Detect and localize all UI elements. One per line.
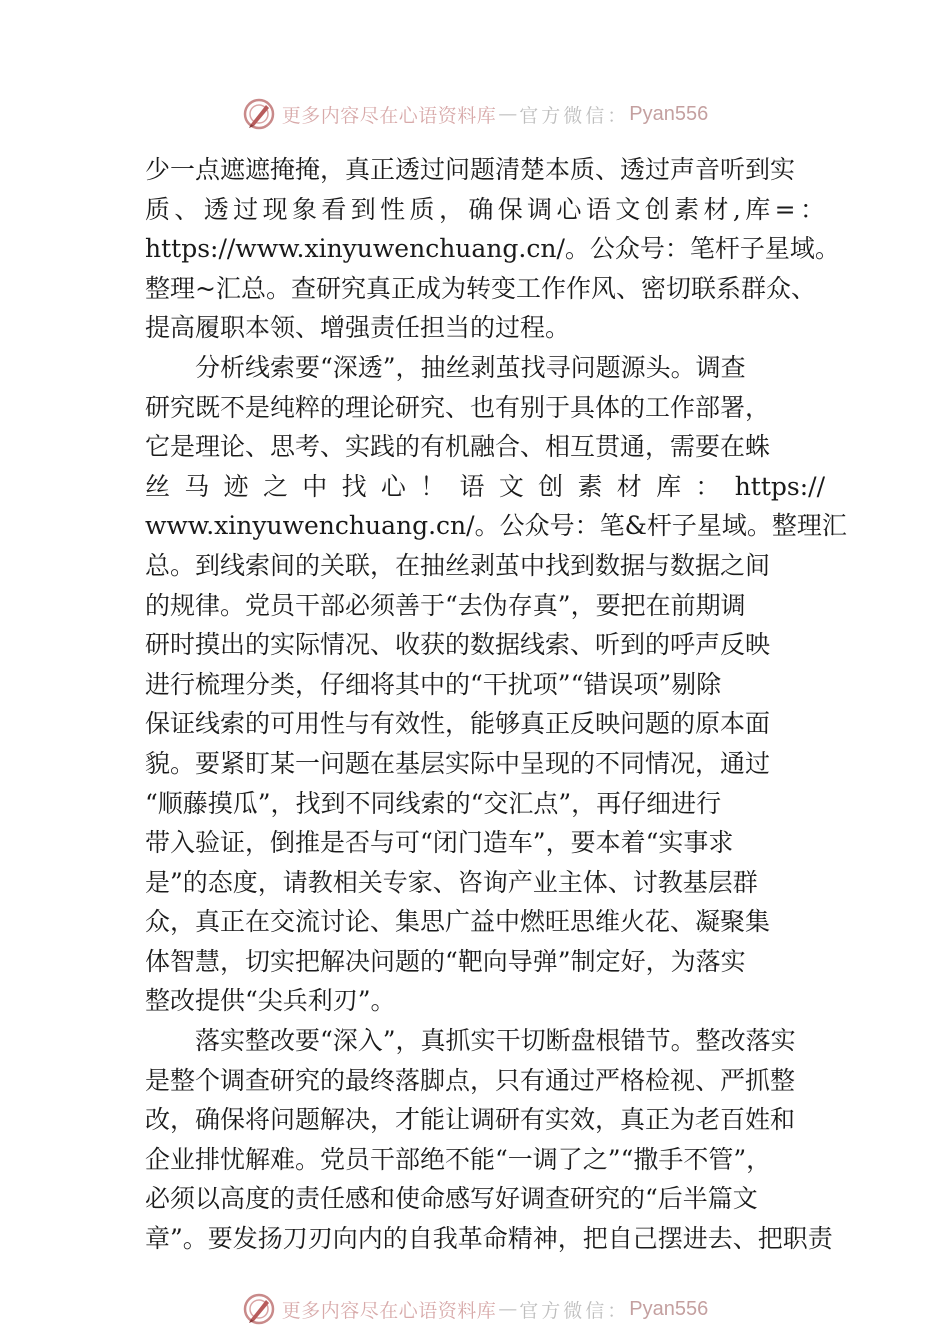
- text-line: 提高履职本领、增强责任担当的过程。: [145, 313, 571, 343]
- text-line: 是整个调查研究的最终落脚点，只有通过严格检视、严抓整: [145, 1065, 796, 1095]
- banner-separator: —: [498, 1298, 518, 1320]
- pen-logo-icon: [242, 97, 276, 131]
- text-line: 改，确保将问题解决，才能让调研有实效，真正为老百姓和: [145, 1105, 796, 1135]
- header-banner: [0, 94, 950, 134]
- text-line: 质、透过现象看到性质，确保调心语文创素材,库=：: [145, 194, 825, 224]
- text-line: www.xinyuwenchuang.cn/。公众号：笔&杆子星域。整理汇: [145, 511, 847, 541]
- text-line: 貌。要紧盯某一问题在基层实际中呈现的不同情况，通过: [145, 748, 771, 778]
- banner-wechat-id: Pyan556: [629, 102, 709, 125]
- text-line: 带入验证，倒推是否与可“闭门造车”，要本着“实事求: [145, 828, 734, 858]
- text-line: 必须以高度的责任感和使命感写好调查研究的“后半篇文: [145, 1184, 758, 1214]
- document-body: [145, 150, 847, 1259]
- text-line: 保证线索的可用性与有效性，能够真正反映问题的原本面: [145, 709, 771, 739]
- text-line: 众，真正在交流讨论、集思广益中燃旺思维火花、凝聚集: [145, 907, 771, 937]
- text-line: 少一点遮遮掩掩，真正透过问题清楚本质、透过声音听到实: [145, 155, 796, 184]
- pen-logo-icon: [242, 1292, 276, 1326]
- banner-wechat-id: Pyan556: [629, 1297, 709, 1320]
- text-line: 进行梳理分类，仔细将其中的“干扰项”“错误项”剔除: [145, 669, 722, 699]
- paragraph-start-line: 落实整改要“深入”，真抓实干切断盘根错节。整改落实: [195, 1026, 796, 1056]
- text-line: 企业排忧解难。党员干部绝不能“一调了之”“撒手不管”，: [145, 1144, 772, 1174]
- banner-official-label: 官方微信：: [519, 104, 630, 127]
- text-line: 整理~汇总。查研究真正成为转变工作作风、密切联系群众、: [145, 273, 816, 303]
- banner-official-label: 官方微信：: [519, 1299, 630, 1322]
- text-line: 丝马迹之中找心！语文创素材库：https://: [145, 471, 825, 501]
- text-line: 的规律。党员干部必须善于“去伪存真”，要把在前期调: [145, 590, 746, 620]
- text-line: 总。到线索间的关联，在抽丝剥茧中找到数据与数据之间: [145, 550, 771, 580]
- banner-separator: —: [498, 103, 518, 125]
- footer-banner: [0, 1289, 950, 1329]
- text-line: 章”。要发扬刀刃向内的自我革命精神，把自己摆进去、把职责: [145, 1224, 833, 1254]
- text-line: https://www.xinyuwenchuang.cn/。公众号：笔杆子星域。: [145, 234, 840, 264]
- text-line: 研时摸出的实际情况、收获的数据线索、听到的呼声反映: [145, 630, 771, 660]
- banner-text: 更多内容尽在心语资料库: [281, 104, 497, 127]
- text-line: 它是理论、思考、实践的有机融合、相互贯通，需要在蛛: [145, 432, 771, 462]
- text-line: 整改提供“尖兵利刃”。: [145, 986, 396, 1016]
- text-line: 体智慧，切实把解决问题的“靶向导弹”制定好，为落实: [145, 946, 746, 976]
- paragraph-start-line: 分析线索要“深透”，抽丝剥茧找寻问题源头。调查: [195, 352, 746, 382]
- text-line: 是”的态度，请教相关专家、咨询产业主体、讨教基层群: [145, 867, 758, 897]
- text-line: “顺藤摸瓜”，找到不同线索的“交汇点”，再仔细进行: [145, 788, 722, 818]
- text-line: 研究既不是纯粹的理论研究、也有别于具体的工作部署，: [145, 392, 771, 422]
- banner-text: 更多内容尽在心语资料库: [281, 1299, 497, 1322]
